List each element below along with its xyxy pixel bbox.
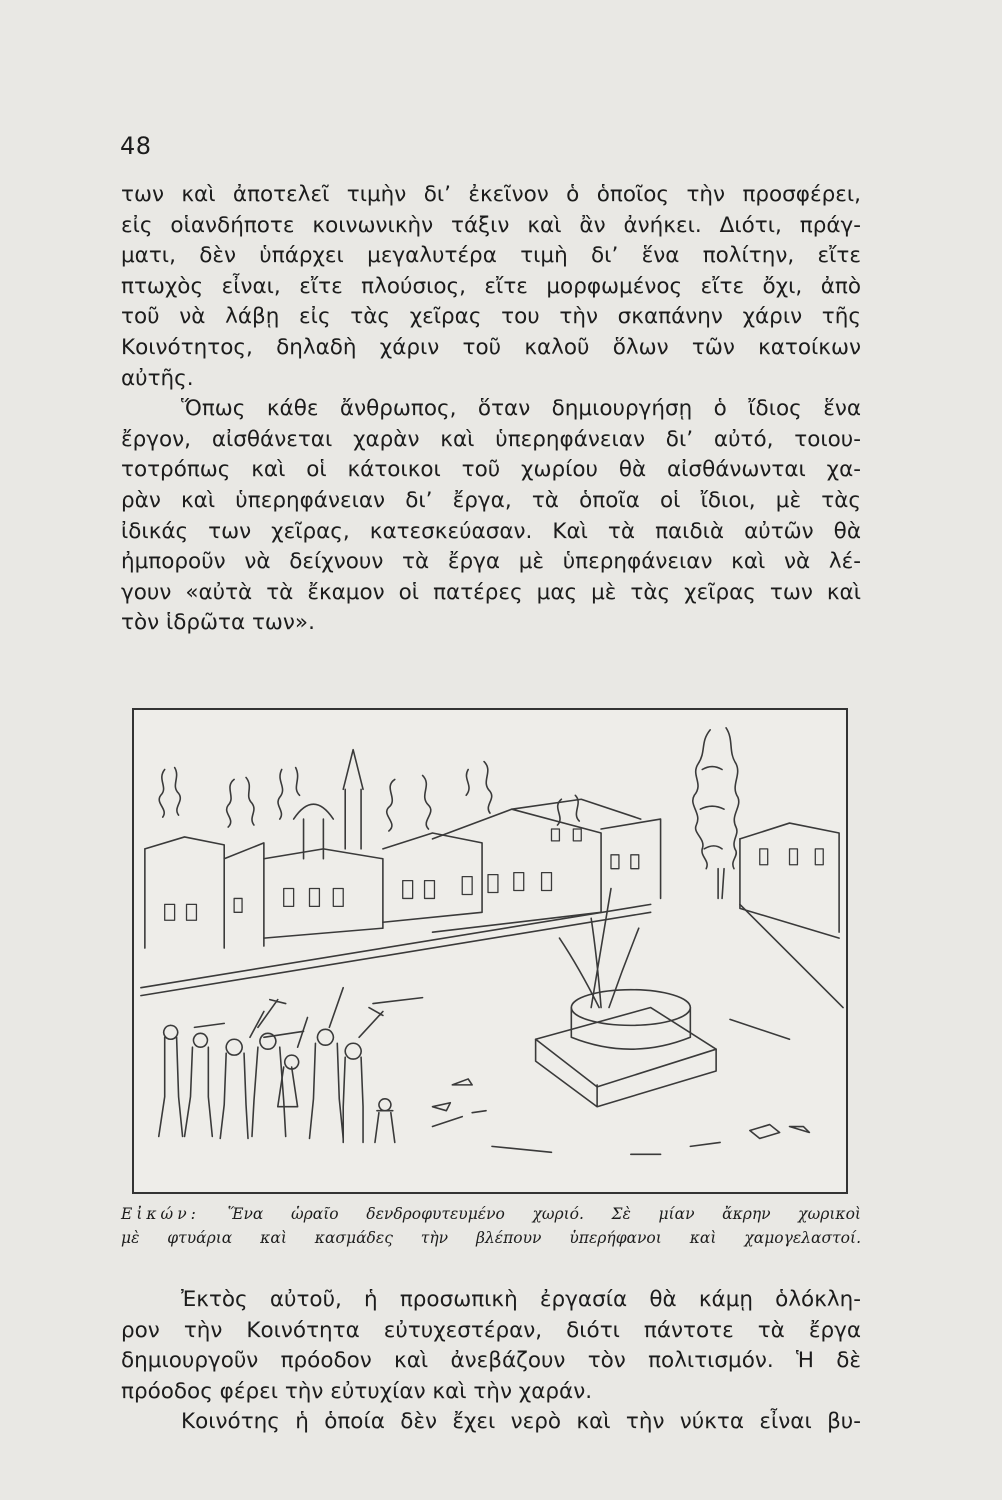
- top-paragraphs: [121, 180, 861, 639]
- text-line: πτωχὸς εἶναι, εἴτε πλούσιος, εἴτε μορφωμένος εἴτε ὄχι, ἀπὸ: [121, 273, 861, 299]
- caption-text: Ἕνα ὡραῖο δενδροφυτευμένο χωριό. Σὲ μίαν ἄκρην χωρικοὶ: [227, 1205, 861, 1223]
- text-line: πρόοδος φέρει τὴν εὐτυχίαν καὶ τὴν χαράν.: [121, 1378, 593, 1404]
- text-line: ἔργον, αἰσθάνεται χαρὰν καὶ ὑπερηφάνειαν δι’ αὐτό, τοιου-: [121, 426, 861, 452]
- villagers: [159, 988, 395, 1143]
- text-line: τοῦ νὰ λάβῃ εἰς τὰς χεῖρας του τὴν σκαπάνην χάριν τῆς: [121, 304, 861, 330]
- text-line: τοτρόπως καὶ οἱ κάτοικοι τοῦ χωρίου θὰ αἰσθάνωνται χα-: [121, 457, 861, 483]
- text-line: αὐτῆς.: [121, 365, 194, 391]
- text-line: ρὰν καὶ ὑπερηφάνειαν δι’ ἔργα, τὰ ὁποῖα οἱ ἴδιοι, μὲ τὰς: [121, 487, 861, 513]
- bottom-paragraphs: [121, 1285, 861, 1438]
- text-line: εἰς οἱανδήποτε κοινωνικὴν τάξιν καὶ ἂν ἀνήκει. Διότι, πράγ-: [121, 212, 861, 238]
- text-line: ρον τὴν Κοινότητα εὐτυχεστέραν, διότι πάντοτε τὰ ἔργα: [121, 1317, 861, 1343]
- tall-tree: [693, 728, 739, 899]
- background-trees: [159, 762, 579, 831]
- text-line: Κοινότητος, δηλαδὴ χάριν τοῦ καλοῦ ὅλων τῶν κατοίκων: [121, 334, 861, 360]
- text-line: γουν «αὐτὰ τὰ ἔκαμον οἱ πατέρες μας μὲ τὰς χεῖρας των καὶ: [121, 579, 861, 605]
- text-line: τὸν ἱδρῶτα των».: [121, 610, 315, 636]
- text-line: Ὅπως κάθε ἄνθρωπος, ὅταν δημιουργήσῃ ὁ ἴδιος ἕνα: [181, 396, 861, 422]
- village-illustration: [132, 708, 848, 1194]
- ground-marks: [432, 1079, 809, 1154]
- text-line: Κοινότης ἡ ὁποία δὲν ἔχει νερὸ καὶ τὴν νύκτα εἶναι βυ-: [181, 1409, 861, 1435]
- text-line: δημιουργοῦν πρόοδον καὶ ἀνεβάζουν τὸν πολιτισμόν. Ἡ δὲ: [121, 1348, 861, 1374]
- text-line: ἠμποροῦν νὰ δείχνουν τὰ ἔργα μὲ ὑπερηφάνειαν καὶ νὰ λέ-: [121, 549, 861, 575]
- caption-line: [121, 1202, 861, 1226]
- text-line: ἰδικάς των χεῖρας, κατεσκεύασαν. Καὶ τὰ παιδιὰ αὐτῶν θὰ: [121, 518, 861, 544]
- page-number: 48: [120, 132, 152, 160]
- text-line: ματι, δὲν ὑπάρχει μεγαλυτέρα τιμὴ δι’ ἕνα πολίτην, εἴτε: [121, 243, 861, 269]
- text-line: Ἐκτὸς αὐτοῦ, ἡ προσωπικὴ ἐργασία θὰ κάμῃ ὁλόκλη-: [181, 1287, 861, 1312]
- caption-label: Εἰκών:: [121, 1205, 200, 1223]
- fountain: [536, 889, 717, 1107]
- illustration-caption: [121, 1202, 861, 1250]
- text-line: των καὶ ἀποτελεῖ τιμὴν δι’ ἐκεῖνον ὁ ὁποῖος τὴν προσφέρει,: [121, 182, 861, 207]
- caption-line: μὲ φτυάρια καὶ κασμάδες τὴν βλέπουν ὑπερήφανοι καὶ χαμογελαστοί.: [121, 1229, 861, 1247]
